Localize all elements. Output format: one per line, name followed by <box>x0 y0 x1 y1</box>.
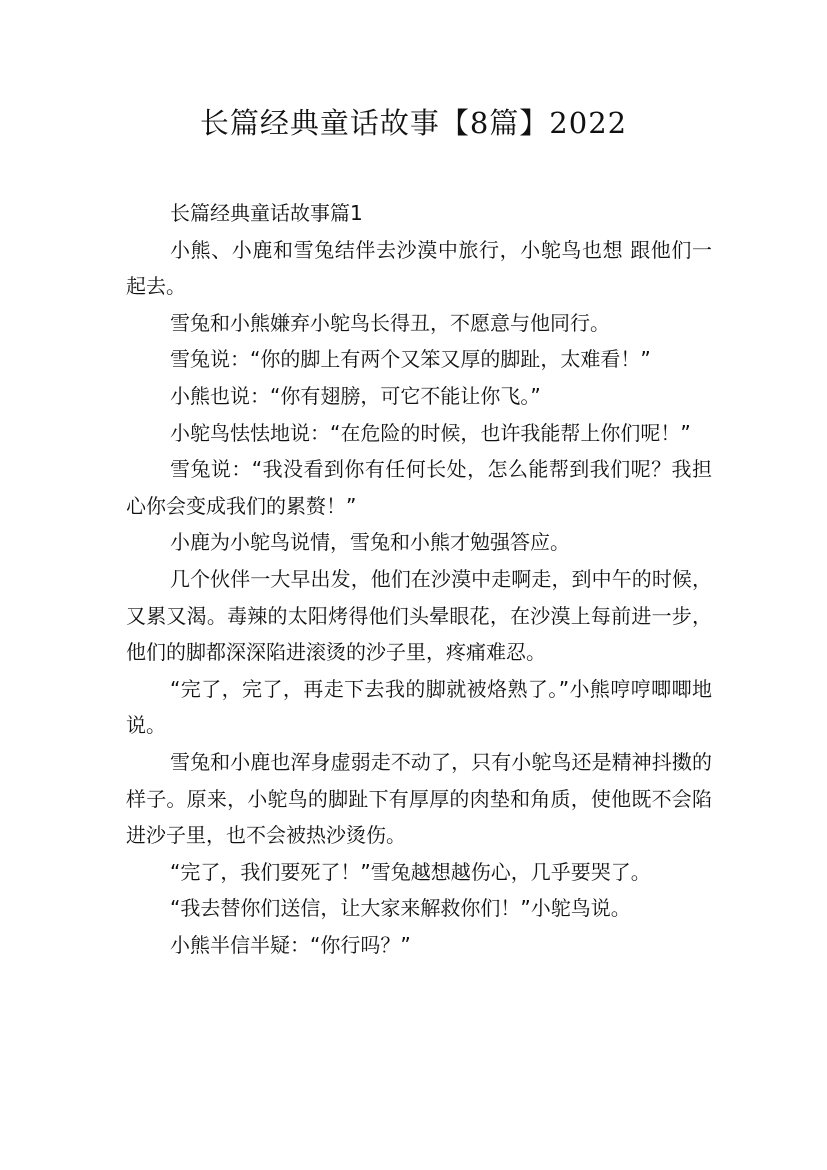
paragraph: 小鹿为小鸵鸟说情，雪兔和小熊才勉强答应。 <box>170 530 570 555</box>
paragraph: 几个伙伴一大早出发，他们在沙漠中走啊走，到中午的时候，又累又渴。毒辣的太阳烤得他们头晕眼花，在沙漠上每前进一步，他们的脚都深深陷进滚烫的沙子里，疼痛难忍。 <box>126 566 712 665</box>
paragraph: “完了，我们要死了！”雪兔越想越伤心，几乎要哭了。 <box>170 859 651 884</box>
paragraph: “我去替你们送信，让大家来解救你们！”小鸵鸟说。 <box>170 896 631 921</box>
paragraph: 雪兔说：“我没看到你有任何长处，怎么能帮到我们呢？我担心你会变成我们的累赘！” <box>126 457 712 518</box>
paragraph: “完了，完了，再走下去我的脚就被烙熟了。”小熊哼哼唧唧地说。 <box>126 676 712 738</box>
paragraph: 雪兔和小鹿也浑身虚弱走不动了，只有小鸵鸟还是精神抖擞的样子。原来，小鸵鸟的脚趾下有厚厚的肉垫和角质，使他既不会陷进沙子里，也不会被热沙烫伤。 <box>126 749 712 848</box>
paragraph: 小鸵鸟怯怯地说：“在危险的时候，也许我能帮上你们呢！” <box>170 420 691 445</box>
paragraph: 小熊、小鹿和雪兔结伴去沙漠中旅行，小鸵鸟也想 跟他们一起去。 <box>126 237 712 299</box>
document-title: 长篇经典童话故事【8篇】2022 <box>199 106 628 140</box>
paragraph: 小熊半信半疑：“你行吗？” <box>170 932 411 957</box>
paragraph: 雪兔说：“你的脚上有两个又笨又厚的脚趾，太难看！” <box>170 347 651 372</box>
paragraph-section-heading: 长篇经典童话故事篇1 <box>170 201 363 225</box>
paragraph: 小熊也说：“你有翅膀，可它不能让你飞。” <box>170 383 541 408</box>
paragraph: 雪兔和小熊嫌弃小鸵鸟长得丑，不愿意与他同行。 <box>170 310 610 335</box>
document-body <box>126 195 712 963</box>
